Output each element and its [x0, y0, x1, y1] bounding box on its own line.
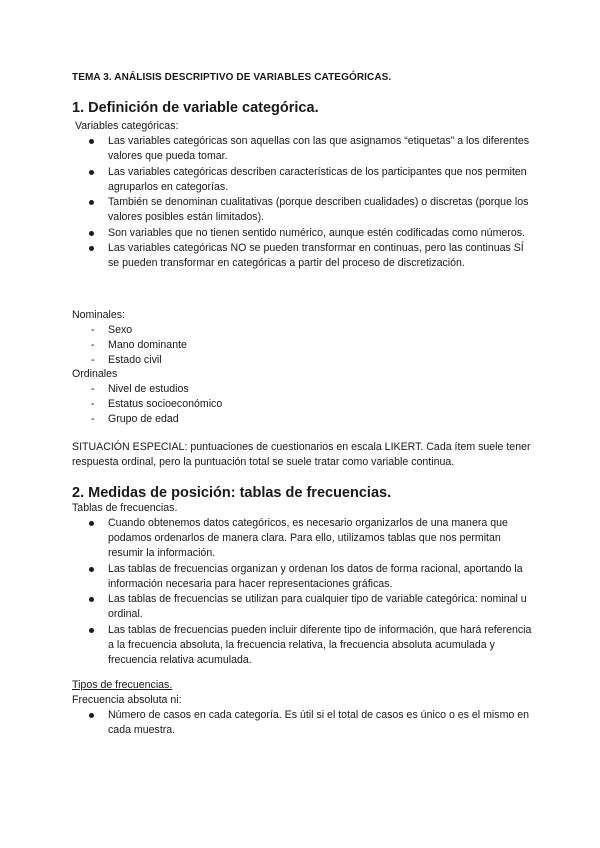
- list-item: Cuando obtenemos datos categóricos, es necesario organizarlos de una manera que podamos ordenarlos de manera clara. Para ello, utilizamos tablas que nos permitan resumir la información.: [72, 516, 532, 561]
- list-item: Las variables categóricas describen características de los participantes que nos permiten agruparlos en categorías.: [72, 165, 532, 195]
- list-item: Las variables categóricas NO se pueden transformar en continuas, pero las continuas SÍ se pueden transformar en categóricas a partir del proceso de discretización.: [72, 241, 532, 271]
- tipos-frecuencias-label: Tipos de frecuencias.: [72, 679, 173, 691]
- list-item: - Grupo de edad: [72, 412, 222, 427]
- list-item: También se denominan cualitativas (porque describen cualidades) o discretas (porque los valores posibles están limitados).: [72, 195, 532, 225]
- section2-subheading: Tablas de frecuencias.: [72, 502, 178, 514]
- section1-bullet-list: [72, 134, 532, 272]
- list-item: Son variables que no tienen sentido numérico, aunque estén codificadas como números.: [72, 226, 532, 241]
- list-item: - Estatus socioeconómico: [72, 397, 222, 412]
- list-item: Número de casos en cada categoría. Es útil si el total de casos es único o es el mismo en cada muestra.: [72, 708, 532, 738]
- list-item: Las tablas de frecuencias pueden incluir diferente tipo de información, que hará referencia a la frecuencia absoluta, la frecuencia relativa, la frecuencia absoluta acumulada y frecuencia relativa acumulada.: [72, 623, 532, 668]
- special-situation-paragraph: SITUACIÓN ESPECIAL: puntuaciones de cuestionarios en escala LIKERT. Cada ítem suele tener respuesta ordinal, pero la puntuación total se suele tratar como variable continua.: [72, 441, 531, 468]
- list-item: Las variables categóricas son aquellas con las que asignamos “etiquetas” a los diferentes valores que pueda tomar.: [72, 134, 532, 164]
- list-item: - Sexo: [72, 323, 187, 338]
- nominales-list: [72, 323, 187, 368]
- nominales-label: Nominales:: [72, 309, 125, 321]
- frecuencia-absoluta-label: Frecuencia absoluta ni:: [72, 694, 182, 706]
- ordinales-list: [72, 382, 222, 427]
- list-item: - Nivel de estudios: [72, 382, 222, 397]
- frecuencia-absoluta-list: [72, 708, 532, 739]
- section1-subheading: Variables categóricas:: [75, 120, 179, 132]
- section1-heading: 1. Definición de variable categórica.: [72, 100, 319, 116]
- list-item: - Estado civil: [72, 353, 187, 368]
- document-title: TEMA 3. ANÁLISIS DESCRIPTIVO DE VARIABLES CATEGÓRICAS.: [72, 72, 392, 83]
- section2-bullet-list: [72, 516, 532, 668]
- list-item: Las tablas de frecuencias se utilizan para cualquier tipo de variable categórica: nominal u ordinal.: [72, 592, 532, 622]
- list-item: - Mano dominante: [72, 338, 187, 353]
- list-item: Las tablas de frecuencias organizan y ordenan los datos de forma racional, aportando la información necesaria para hacer representaciones gráficas.: [72, 562, 532, 592]
- ordinales-label: Ordinales: [72, 368, 118, 380]
- section2-heading: 2. Medidas de posición: tablas de frecuencias.: [72, 485, 392, 501]
